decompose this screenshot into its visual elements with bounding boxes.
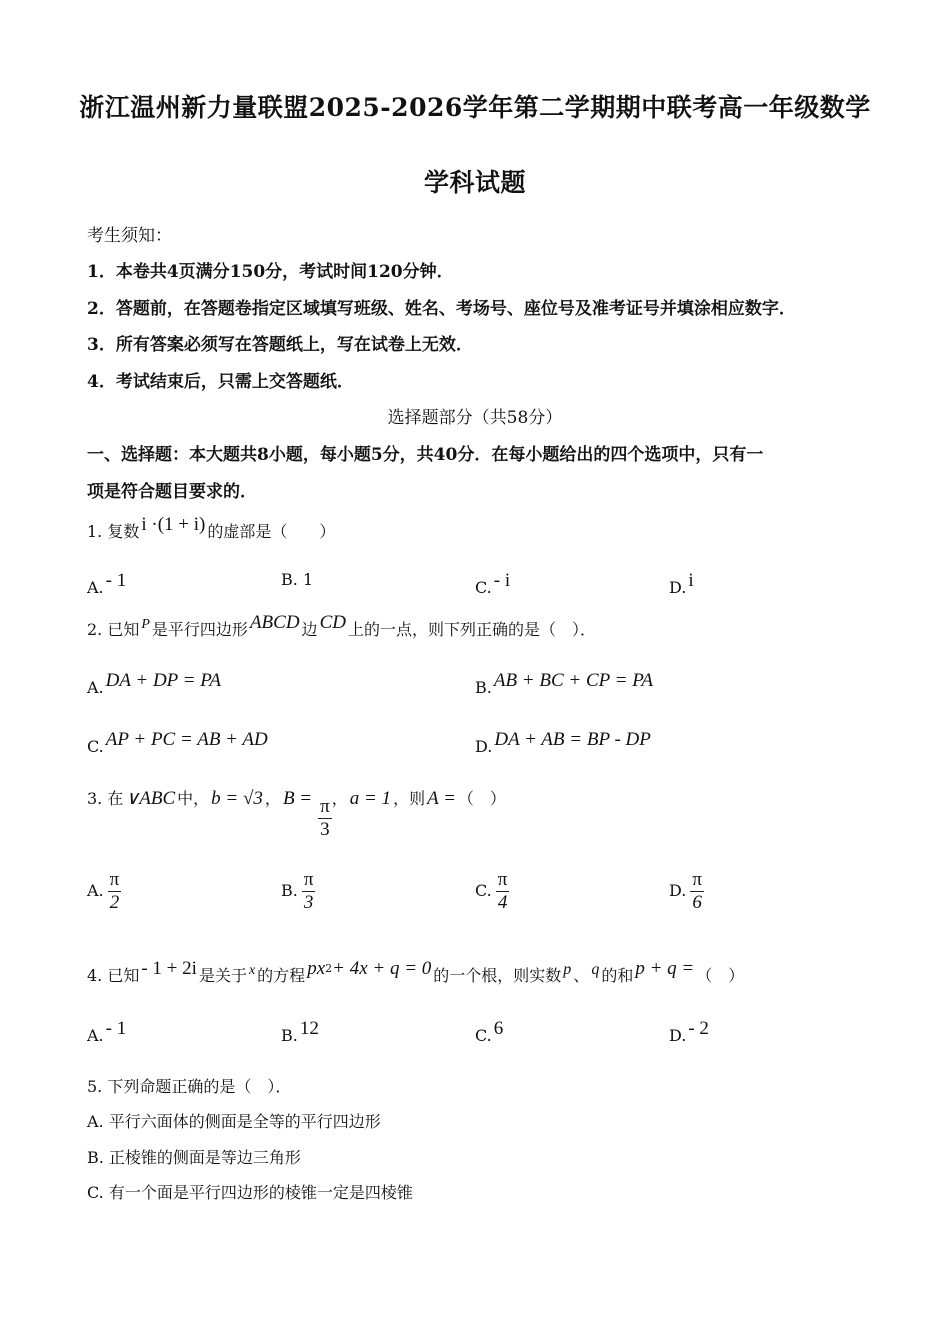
question-5-stem: 5. 下列命题正确的是（ ）． (87, 1077, 292, 1096)
q3-prefix: 3. 在 (87, 789, 124, 808)
q4-p: p (563, 961, 572, 978)
q2-option-b: B. AB + BC + CP = PA (475, 670, 653, 697)
q4-option-a: A. - 1 (87, 1018, 127, 1045)
q3-triangle: ∨ABC (125, 788, 176, 809)
q1-option-c: C. - i (475, 570, 511, 597)
q3-a: a = 1 (349, 788, 392, 809)
q3-mid2: ，则 (393, 789, 426, 808)
q4-prefix: 4. 已知 (87, 966, 140, 985)
q5-option-b: B. 正棱锥的侧面是等边三角形 (87, 1148, 301, 1167)
q4-suffix: （ ） (696, 966, 745, 985)
section-part-title: 选择题部分（共58分） (387, 408, 563, 428)
q4-option-c: C. 6 (475, 1018, 504, 1045)
notice-item-3: 3．所有答案必须写在答题纸上，写在试卷上无效． (87, 335, 473, 355)
q3-B-fraction: $\frac{\pi}{3}$ (320, 796, 330, 840)
q4-eq-b: + 4x + q = 0 (332, 958, 432, 979)
q3-option-c: C. $\frac{\pi}{4}$ (475, 869, 508, 913)
question-1-stem (87, 514, 335, 542)
q3-comma1: ， (264, 789, 281, 808)
notice-item-2: 2．答题前，在答题卷指定区域填写班级、姓名、考场号、座位号及准考证号并填涂相应数字． (87, 299, 796, 319)
q4-eq-a: px (307, 958, 326, 979)
q2-mid1: 是平行四边形 (151, 620, 248, 639)
q4-mid3: 的一个根，则实数 (433, 966, 562, 985)
section-instruction-line1: 一、选择题：本大题共8小题，每小题5分，共40分．在每小题给出的四个选项中，只有一 (87, 445, 764, 465)
q2-abcd: ABCD (249, 612, 300, 633)
q4-root: - 1 + 2i (141, 958, 197, 979)
q2-option-a: A. DA + DP = PA (87, 670, 222, 697)
q3-B-lhs: B = (282, 788, 313, 809)
q3-b: b = √3 (211, 788, 263, 809)
q4-option-b: B. 12 (281, 1018, 319, 1045)
q5-option-c: C. 有一个面是平行四边形的棱锥一定是四棱锥 (87, 1183, 413, 1202)
question-4-stem (87, 958, 744, 986)
q1-math: i ·(1 + i) (141, 514, 206, 535)
notice-heading: 考生须知： (87, 226, 172, 246)
question-3-stem (87, 786, 506, 840)
q3-option-a: A. $\frac{\pi}{2}$ (87, 869, 120, 913)
q4-option-d: D. - 2 (669, 1018, 709, 1045)
q3-mid1: 中， (177, 789, 210, 808)
q2-prefix: 2. 已知 (87, 620, 140, 639)
question-2-stem (87, 612, 596, 640)
q4-sum: p + q = (635, 958, 695, 979)
q1-suffix: 的虚部是（ ） (207, 522, 336, 541)
q1-prefix: 1. 复数 (87, 522, 140, 541)
q3-comma2: ， (331, 789, 348, 808)
notice-item-1: 1．本卷共4页满分150分，考试时间120分钟． (87, 262, 454, 282)
notice-item-4: 4．考试结束后，只需上交答题纸． (87, 372, 354, 392)
q1-option-a: A. - 1 (87, 570, 127, 597)
q2-mid2: 边 (301, 620, 318, 639)
exam-title-line2: 学科试题 (423, 168, 526, 197)
q4-x: x (248, 963, 256, 978)
exam-title-line1: 浙江温州新力量联盟2025-2026学年第二学期期中联考高一年级数学 (79, 93, 871, 122)
q2-p: P (141, 617, 150, 632)
q3-A: A = (427, 788, 456, 809)
q4-mid2: 的方程 (257, 966, 306, 985)
q3-suffix: （ ） (457, 789, 506, 808)
q5-option-a: A. 平行六面体的侧面是全等的平行四边形 (87, 1112, 381, 1131)
q4-eq-sup: 2 (325, 962, 333, 975)
q2-cd: CD (319, 612, 346, 633)
q4-q: q (591, 961, 600, 978)
q2-suffix: 上的一点，则下列正确的是（ ）． (347, 620, 596, 639)
q4-mid1: 是关于 (198, 966, 247, 985)
q2-option-d: D. DA + AB = BP - DP (475, 729, 651, 756)
q3-option-b: B. $\frac{\pi}{3}$ (281, 869, 314, 913)
q2-option-c: C. AP + PC = AB + AD (87, 729, 268, 756)
section-instruction-line2: 项是符合题目要求的． (87, 482, 257, 502)
q4-mid4: 的和 (601, 966, 634, 985)
q1-option-d: D. i (669, 570, 694, 597)
q4-sep: 、 (573, 966, 590, 985)
q3-option-d: D. $\frac{\pi}{6}$ (669, 869, 702, 913)
q1-option-b: B. 1 (281, 570, 314, 589)
